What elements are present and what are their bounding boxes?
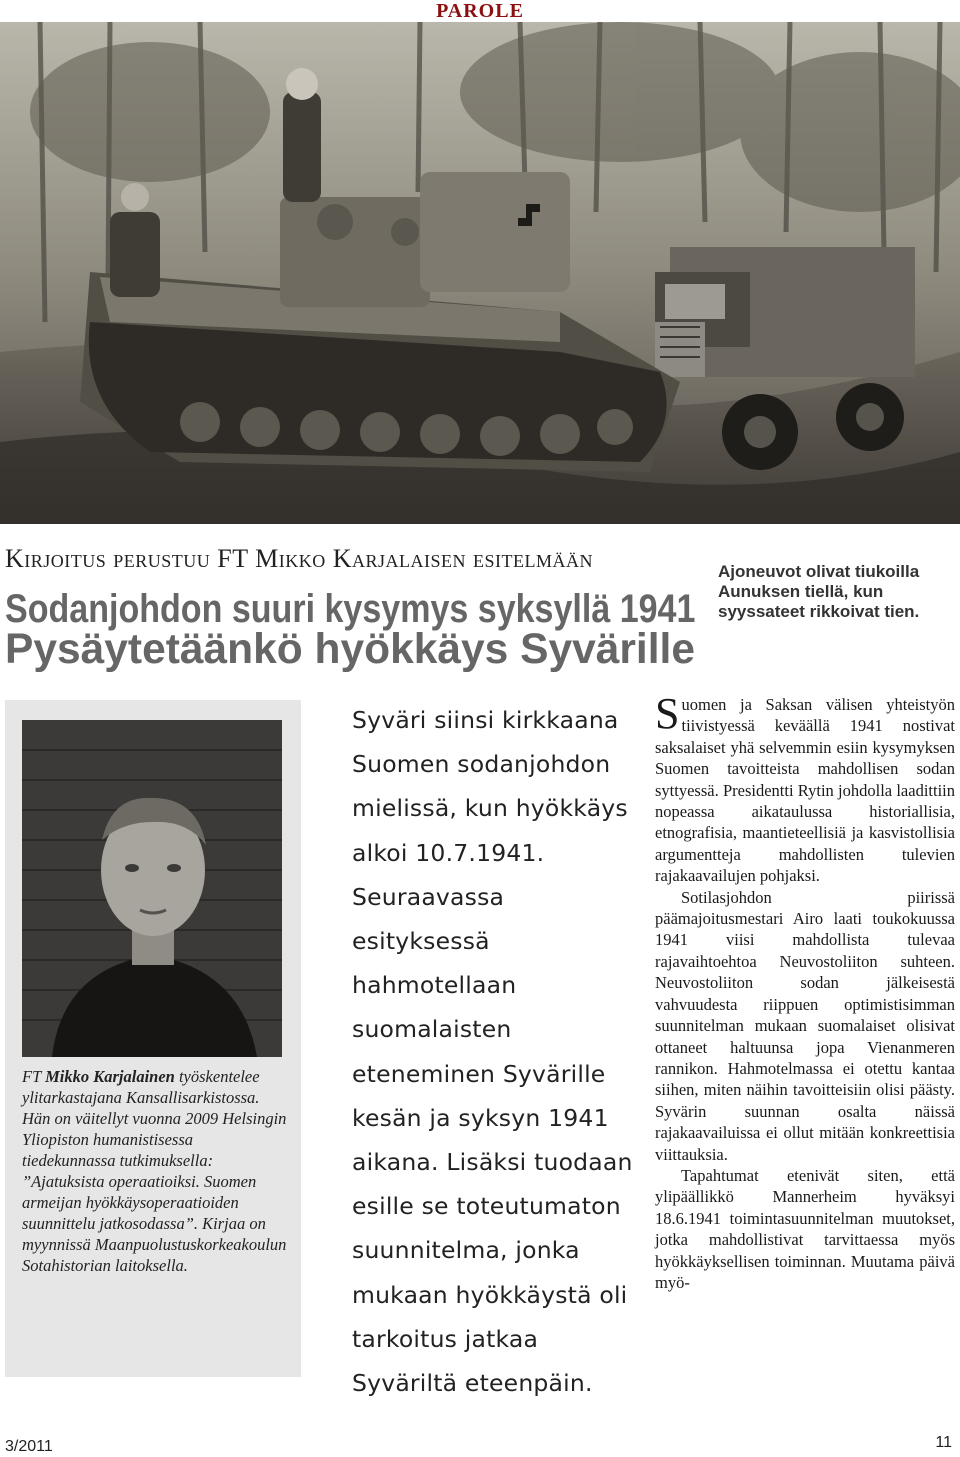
bio-description: työskentelee ylitarkastajana Kansallisarkistossa. Hän on väitellyt vuonna 2009 Helsingin Yliopiston humanistisessa tiedekunnassa tutkimuksella: ”Ajatuksista operaatioiksi. Suomen armeijan hyökkäysoperaatioiden suunnittelu jatkosodassa”. Kirjaa on myynnissä Maanpuolustuskorkeakoulun Sotahistorian laitoksella. — [22, 1067, 287, 1275]
body-paragraph-1 — [655, 689, 955, 887]
article-body — [655, 689, 955, 1293]
magazine-header — [0, 0, 960, 24]
body-paragraph-2: Sotilasjohdon piirissä päämajoitusmestari Airo laati toukokuussa 1941 viisi mahdollista tulevaa rajavaihtoehtoa Neuvostoliiton suhteen. Neuvostoliiton sodan jälkeisestä vahvuudesta riippuen optimistisimman suunnitelman mukaan suomalaiset olisivat ottaneet haltuunsa jopa Vienanmeren rannikon. Hahmotelmassa ei otettu kantaa siihen, miten näihin tavoitteisiin olisi päästy. Syvärin suunnan osalta näissä rajakaavailuissa ei ollut mitään konkreettisia viittauksia. — [655, 887, 955, 1164]
dropcap: S — [655, 689, 680, 738]
author-portrait — [22, 720, 282, 1057]
body-paragraph-1-text: uomen ja Saksan välisen yhteistyön tiivistyessä keväällä 1941 nostivat saksalaiset yhä selvemmin esiin kysymyksen Suomen tavoitteista mahdollisen sodan syttyessä. Presidentti Rytin johdolla laadittiin nopeassa aikataulussa historiallisia, etnografisia, maantieteellisiä ja kasvistollisia argumentteja mahdollisten tulevien rajakaavailujen pohjaksi. — [655, 695, 955, 886]
page-number: 11 — [935, 1434, 952, 1451]
article-headline-line1: Sodanjohdon suuri kysymys syksyllä 1941 — [5, 587, 696, 631]
issue-number: 3/2011 — [5, 1438, 53, 1455]
magazine-name: PAROLE — [436, 0, 524, 22]
bio-name-prefix: FT — [22, 1067, 46, 1086]
article-headline-line2: Pysäytetäänkö hyökkäys Syvärille — [5, 625, 695, 673]
photo-caption: Ajoneuvot olivat tiukoilla Aunuksen tiellä, kun syyssateet rikkoivat tien. — [718, 562, 920, 621]
author-bio — [22, 1066, 287, 1276]
body-paragraph-3: Tapahtumat etenivät siten, että ylipäällikkö Mannerheim hyväksyi 18.6.1941 toimintasuunnitelman muutokset, jotka mahdollistivat tarvittaessa myös hyökkäyksellisen toiminnan. Muutama päivä myö- — [655, 1165, 955, 1292]
tank-and-truck-photo — [0, 22, 960, 524]
bio-author-name: Mikko Karjalainen — [45, 1067, 175, 1086]
article-kicker: Kirjoitus perustuu FT Mikko Karjalaisen esitelmään — [5, 544, 594, 573]
article-lede: Syväri siinsi kirkkaana Suomen sodanjohdon mielissä, kun hyökkäys alkoi 10.7.1941. Seuraavassa esityksessä hahmotellaan suomalaisten eteneminen Syvärille kesän ja syksyn 1941 aikana. Lisäksi tuodaan esille se toteutumaton suunnitelma, jonka mukaan hyökkäystä oli tarkoitus jatkaa Syväriltä eteenpäin. — [352, 706, 633, 1398]
